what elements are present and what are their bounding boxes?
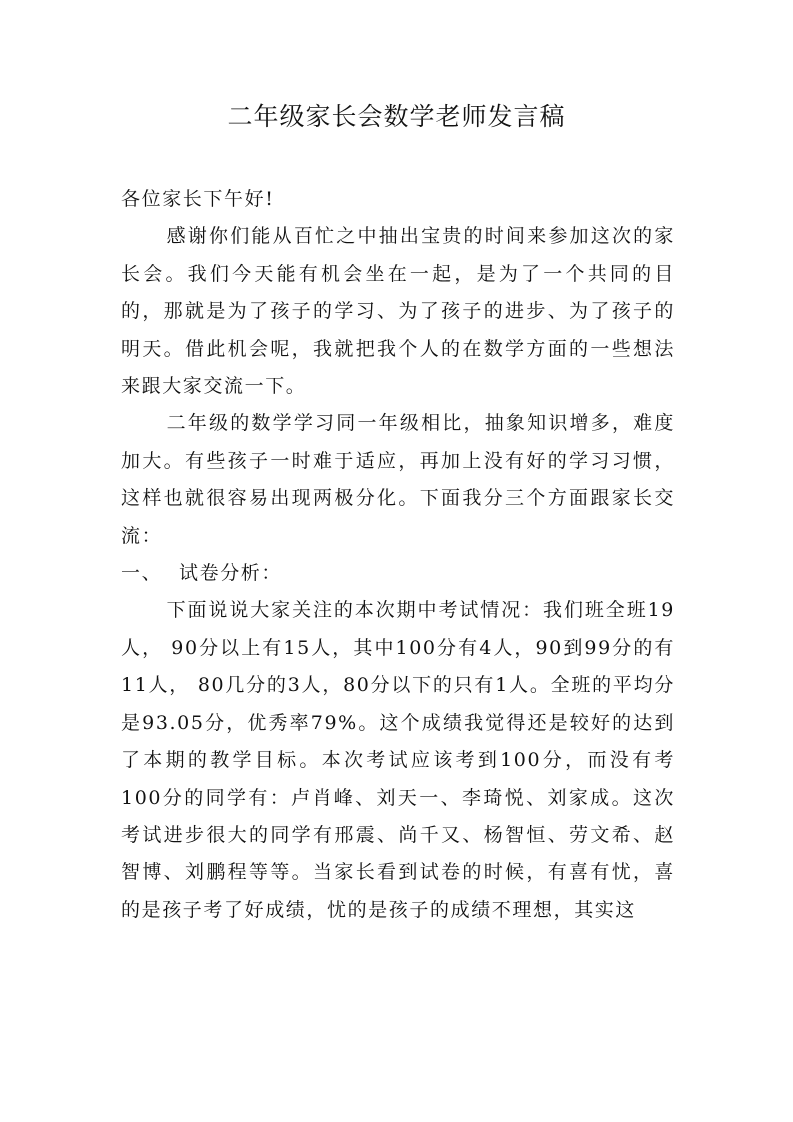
- paragraph-intro: 感谢你们能从百忙之中抽出宝贵的时间来参加这次的家长会。我们今天能有机会坐在一起，是为了一个共同的目的，那就是为了孩子的学习、为了孩子的进步、为了孩子的明天。借此机会呢，我就把我个人的在数学方面的一些想法来跟大家交流一下。: [121, 225, 675, 398]
- greeting-line: 各位家长下午好!: [121, 188, 275, 210]
- section-heading: [121, 555, 675, 592]
- paragraph-exam-analysis: 下面说说大家关注的本次期中考试情况：我们班全班19人， 90分以上有15人，其中100分有4人，90到99分的有11人， 80几分的3人，80分以下的只有1人。全班的平均分是93.05分，优秀率79%。这个成绩我觉得还是较好的达到了本期的教学目标。本次考试应该考到100分，而没有考100分的同学有：卢肖峰、刘天一、李琦悦、刘家成。这次考试进步很大的同学有邢震、尚千又、杨智恒、劳文希、赵智博、刘鹏程等等。当家长看到试卷的时候，有喜有忧，喜的是孩子考了好成绩，忧的是孩子的成绩不理想，其实这: [121, 599, 675, 921]
- paragraph-overview: 二年级的数学学习同一年级相比，抽象知识增多，难度加大。有些孩子一时难于适应，再加上没有好的学习习惯，这样也就很容易出现两极分化。下面我分三个方面跟家长交流：: [121, 412, 675, 547]
- document-body: [121, 181, 675, 929]
- section-heading-text: 试卷分析：: [179, 562, 283, 585]
- section-number: 一、: [121, 562, 163, 585]
- document-title: 二年级家长会数学老师发言稿: [227, 102, 566, 131]
